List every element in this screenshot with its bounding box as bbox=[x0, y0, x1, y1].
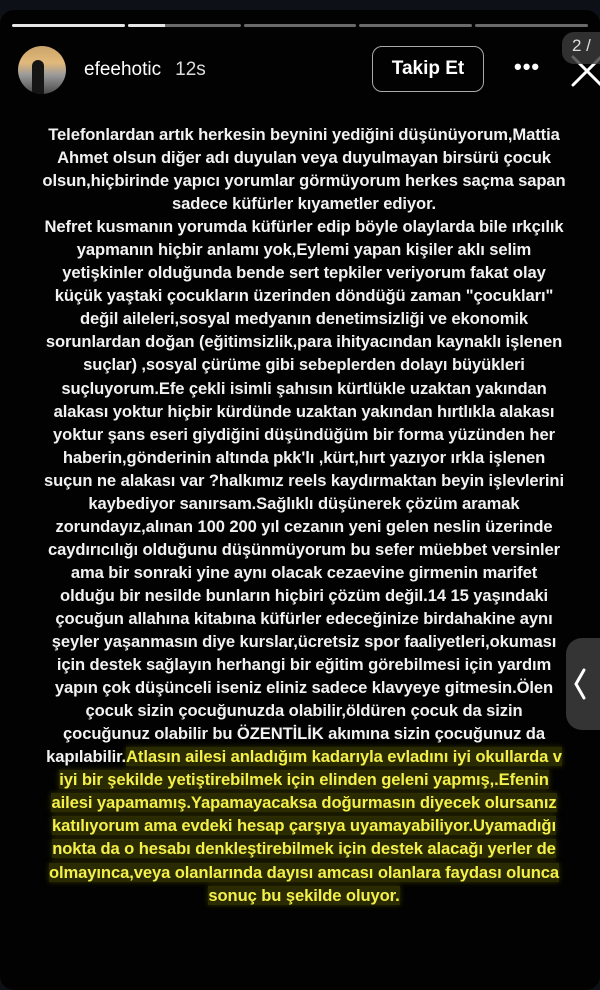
text-line: ama bir sonraki yine aynı olacak cezaevine girmenin marifet bbox=[70, 562, 538, 582]
text-line: haberin,gönderinin altında pkk'lı ,kürt,hırt yazıyor ırkla işlenen bbox=[62, 447, 546, 467]
highlighted-text: katılıyorum ama evdeki hesap çarşıya uyamayabiliyor.Uyamadığı bbox=[52, 816, 556, 836]
text-line: çocuk sizin çocuğunuzda olabilir,öldüren çocuk da sizin bbox=[85, 701, 523, 721]
story-progress-bar bbox=[12, 24, 588, 27]
text-line: suçlar) ,sosyal çürüme gibi sebeplerden dolayı büyükleri bbox=[83, 355, 525, 375]
progress-segment bbox=[12, 24, 125, 27]
highlighted-text: Atlasın ailesi anladığım kadarıyla evladını iyi okullarda v bbox=[126, 747, 562, 767]
text-line-highlighted bbox=[14, 861, 594, 884]
follow-button[interactable]: Takip Et bbox=[372, 46, 484, 92]
text-line: suçluyorum.Efe çekli isimli şahısın kürtlükle uzaktan yakından bbox=[61, 378, 547, 398]
progress-fill bbox=[12, 24, 125, 27]
story-viewer bbox=[0, 10, 600, 990]
text-line: zorundayız,alınan 100 200 yıl cezanın yeni gelen neslin üzerinde bbox=[55, 516, 553, 536]
progress-segment bbox=[359, 24, 472, 27]
text-line bbox=[14, 745, 594, 768]
progress-fill bbox=[128, 24, 165, 27]
highlighted-text: ailesi yapamamış.Yapamayacaksa doğurmasın diyecek olursanız bbox=[51, 793, 557, 813]
highlighted-text: olmayınca,veya olanlarında dayısı amcası olanlara faydası olunca bbox=[48, 862, 560, 882]
username[interactable]: efeehotic bbox=[84, 59, 162, 80]
progress-segment bbox=[475, 24, 588, 27]
plain-text: kapılabilir. bbox=[46, 747, 127, 767]
text-line-highlighted bbox=[14, 814, 594, 837]
text-line: suçun ne alakası var ?halkımız reels kaydırmaktan beyin işlevlerini bbox=[44, 470, 564, 490]
text-line: Ahmet olsun diğer adı duyulan veya duyulmayan birsürü çocuk bbox=[57, 148, 551, 168]
story-text bbox=[14, 123, 594, 907]
chevron-left-icon bbox=[566, 638, 600, 730]
text-line: caydırıcılığı olduğunu düşünmüyorum bu sefer müebbet versinler bbox=[48, 539, 560, 559]
page-counter: 2 / bbox=[562, 32, 600, 64]
progress-segment bbox=[128, 24, 241, 27]
text-line: sorunlardan doğan (eğitimsizlik,para ihityacından kaynaklı işlenen bbox=[45, 332, 563, 352]
progress-segment bbox=[244, 24, 357, 27]
avatar[interactable] bbox=[18, 46, 66, 94]
more-options-icon[interactable]: ••• bbox=[514, 54, 541, 79]
post-time: 12s bbox=[175, 59, 206, 80]
highlighted-text: sonuç bu şekilde oluyor. bbox=[208, 885, 400, 905]
story-header bbox=[18, 40, 600, 100]
text-line: için destek sağlayın herhangi bir eğitim görebilmesi için yardım bbox=[56, 655, 552, 675]
text-line: Telefonlardan artık herkesin beynini yediğini düşünüyorum,Mattia bbox=[48, 125, 560, 144]
highlighted-text: nokta da o hesabı denkleştirebilmek için destek alacağı yerler de bbox=[52, 839, 556, 859]
text-line: yetişkinler olduğunda bende sert tepkiler veriyorum fakat olay bbox=[62, 263, 546, 283]
text-line: yapmanın hiçbir anlamı yok,Eylemi yapan kişiler aklı selim bbox=[76, 240, 532, 260]
text-line: alakası yoktur hiçbir kürdünde uzaktan yakından hırtlıkla alakası bbox=[53, 401, 555, 421]
text-line: küçük yaştaki çocukların üzerinden döndüğü zaman "çocukları" bbox=[54, 286, 554, 306]
text-line: olsun,hiçbirinde yapıcı yorumlar görmüyorum herkes saçma sapan bbox=[42, 171, 566, 191]
text-line: yoktur şans eseri giydiğini düşündüğüm bir forma yüzünden her bbox=[53, 424, 555, 444]
text-line: kaybediyor sanırsam.Sağlıklı düşünerek çözüm aramak bbox=[88, 493, 520, 513]
text-line-highlighted bbox=[14, 768, 594, 791]
text-line: çocuğunuz olabilir bu ÖZENTİLİK akımına sizin çocuğunuz da bbox=[63, 724, 545, 744]
text-line: değil aileleri,sosyal medyanın denetimsizliği ve ekonomik bbox=[79, 309, 529, 329]
text-line-highlighted bbox=[14, 791, 594, 814]
text-line: yapın çok düşünceli iseniz eliniz sadece klavyeye gitmesin.Ölen bbox=[54, 678, 554, 698]
text-line: çocuğun allahına kitabına küfürler edeceğinize birdahakine aynı bbox=[55, 608, 553, 628]
highlighted-text: iyi bir şekilde yetiştirebilmek için elinden geleni yapmış,.Efenin bbox=[59, 770, 549, 790]
previous-story-button[interactable] bbox=[566, 638, 600, 730]
text-line: Nefret kusmanın yorumda küfürler edip böyle olaylarda bile ırkçılık bbox=[44, 217, 564, 237]
text-line-highlighted bbox=[14, 837, 594, 860]
text-line: sadece küfürler kıyametler ediyor. bbox=[171, 194, 437, 214]
text-line: şeyler yaşanmasın diye kurslar,ücretsiz spor faaliyetleri,okuması bbox=[51, 632, 557, 652]
text-line: olduğu bir nesilde bunların hiçbiri çözüm değil.14 15 yaşındaki bbox=[60, 585, 548, 605]
text-line-highlighted bbox=[14, 884, 594, 907]
